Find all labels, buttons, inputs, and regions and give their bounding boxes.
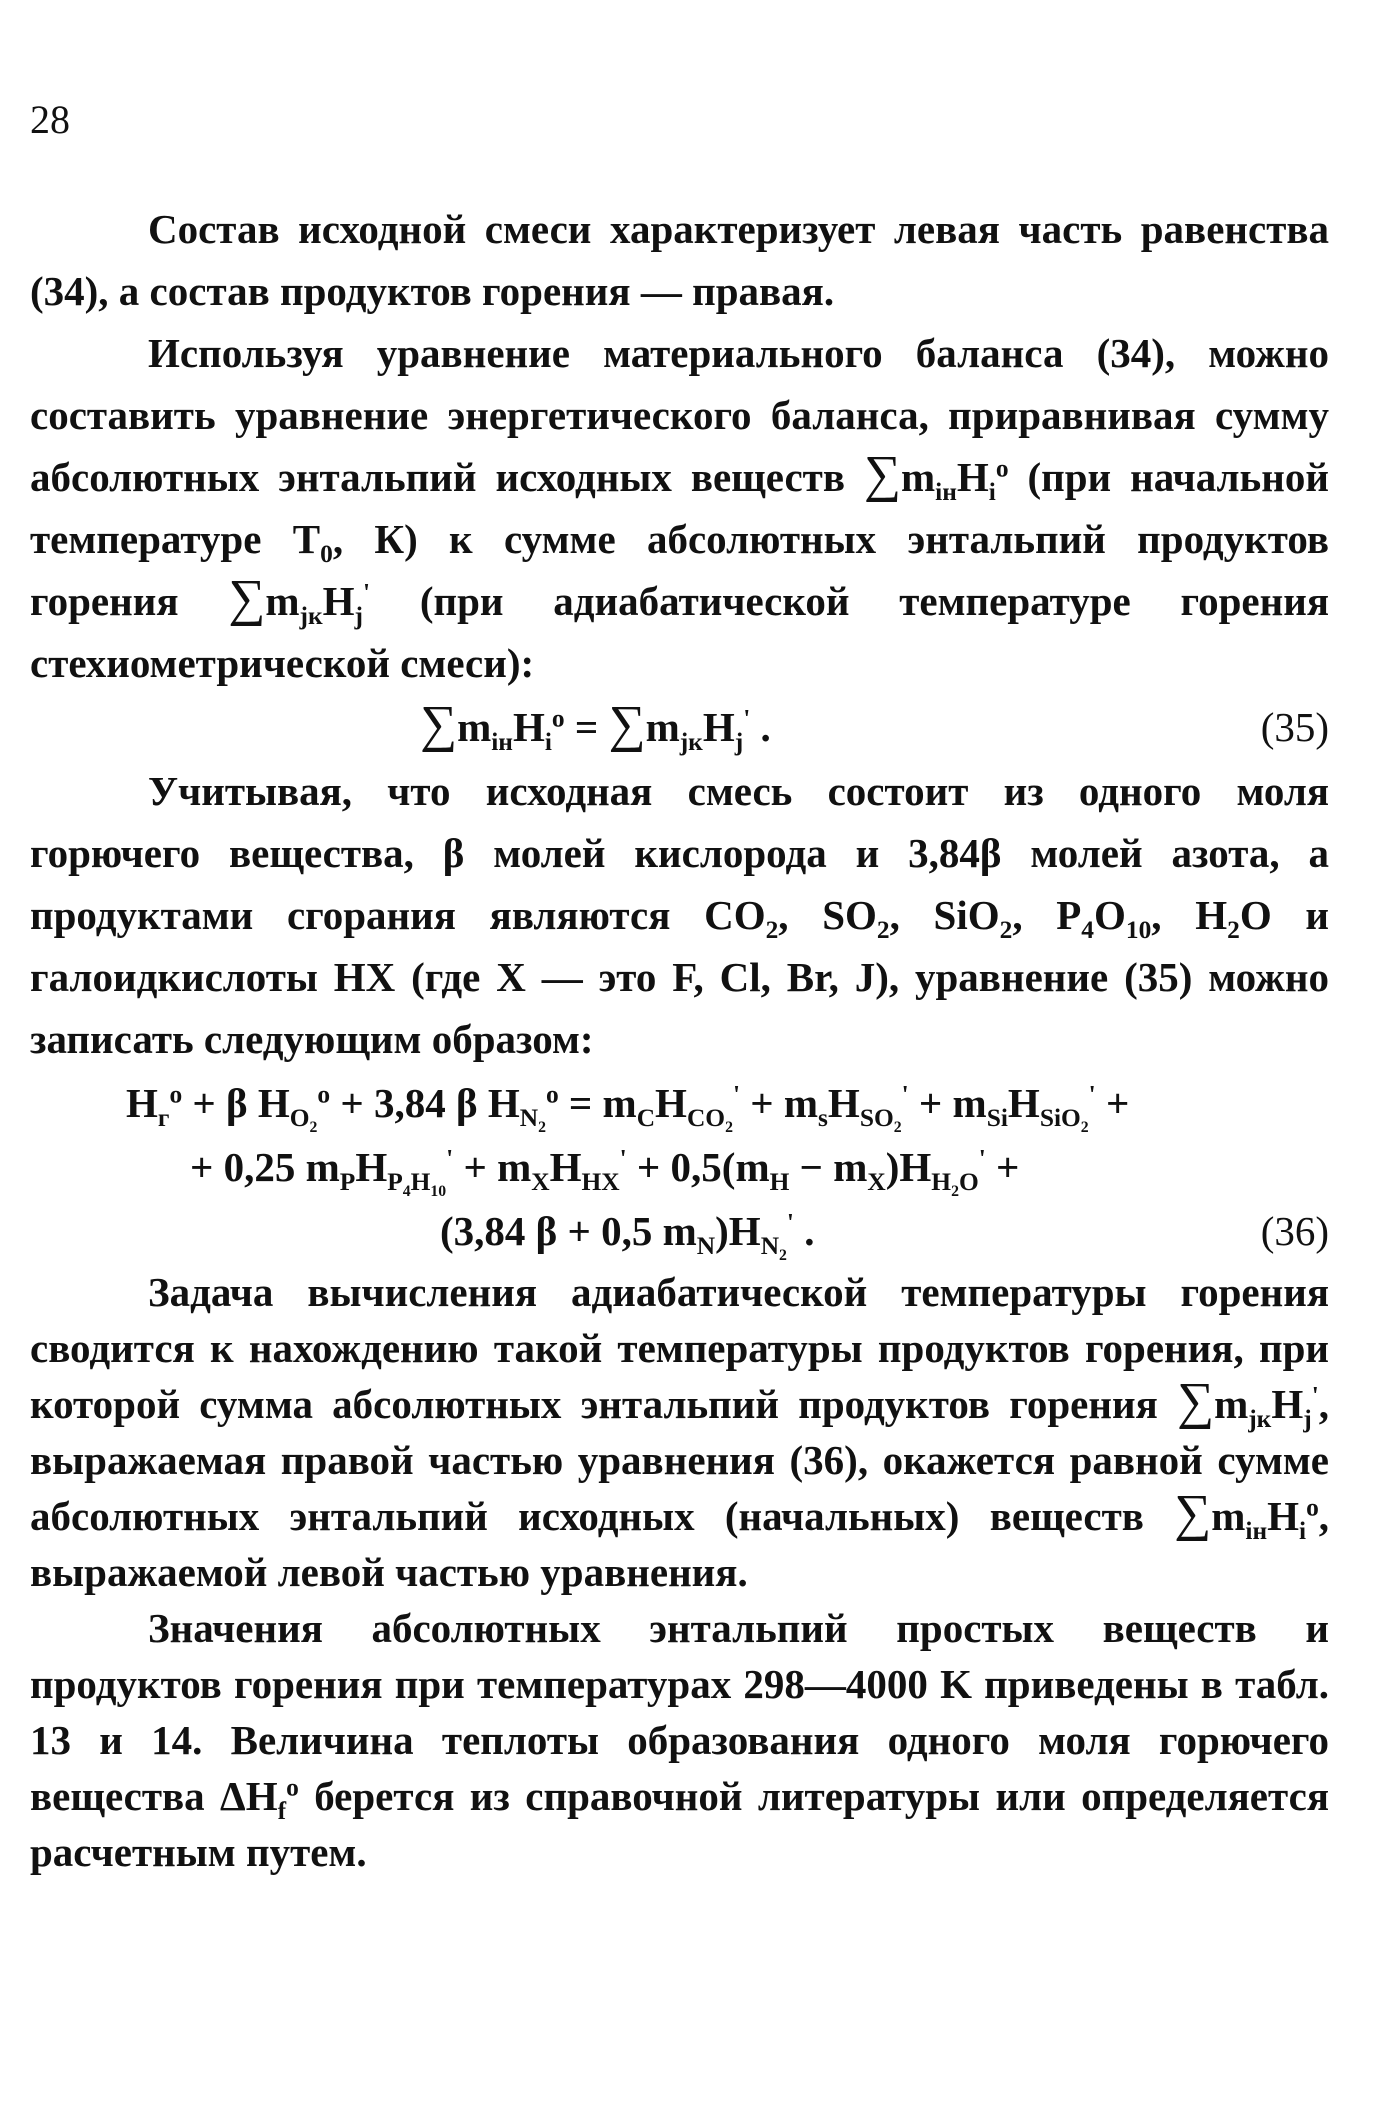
formula-t0: $T_0$ — [292, 516, 333, 569]
equation-36-line-1 — [30, 1072, 1329, 1137]
paragraph-4-text: Задача вычисления адиабатической температуры горения сводится к нахождению такой температуры продуктов горения, при которой сумма абсолютных энтальпий продуктов горения — [30, 1269, 1329, 1427]
equation-35-number: (35) — [1260, 704, 1329, 750]
paragraph-5-text: Значения абсолютных энтальпий простых веществ и продуктов горения при температурах 298—4000 K приведены в табл. 13 и 14. Величина теплоты образования одного моля горючего вещества — [30, 1605, 1329, 1819]
formula-sum-initial-2: $\sum m_{iн}H_i^o$ — [1174, 1485, 1319, 1546]
paragraph-4-text-b: , выражаемая правой частью уравнения (36), окажется равной сумме абсолютных энтальпий исходных (начальных) веществ — [30, 1381, 1330, 1539]
equation-36-line-3 — [30, 1200, 1329, 1265]
equation-36-part-1: $H_г^o + \beta$ $H_{O_2}^o + 3,84$ β $H_{N_2}^o = m_CH_{CO_2}' + m_sH_{SO_2}' + m_{Si}H_{SiO_2}'$ + — [126, 1080, 1130, 1137]
paragraph-3-text: Учитывая, что исходная смесь состоит из одного моля горючего вещества, β молей кислорода и 3,84β молей азота, а продуктами сгорания являются — [30, 768, 1329, 938]
paragraph-5-text-b: берется из справочной литературы или определяется расчетным путем. — [30, 1773, 1330, 1875]
paragraph-2-text-d: (при адиабатической температуре горения стехиометрической смеси): — [30, 578, 1329, 686]
formula-delta-hf: $\Delta H_f^o$ — [220, 1773, 299, 1826]
equation-36-line-2 — [30, 1136, 1329, 1201]
paragraph-2-text-b: (при начальной температуре — [30, 454, 1329, 562]
formula-sum-products-2: $\sum m_{jк}H_j'$ — [1176, 1373, 1319, 1434]
formula-products-list: $CO_2$, $SO_2$, SiO$_2$, $P_4O_{10}$, $H_2O$ — [704, 892, 1272, 945]
paragraph-5 — [30, 1600, 1329, 1880]
paragraph-2 — [30, 322, 1329, 694]
formula-sum-products: $\sum m_{jк}H_j'$ — [228, 570, 371, 631]
equation-35 — [30, 696, 1329, 758]
equation-36-part-2: + 0,25 $m_PH_{P_4H_{10}}' + m_XH_{HX}' + 0,5(m_H - m_X)H_{H_2O}'$ + — [190, 1144, 1020, 1201]
page-number: 28 — [30, 97, 70, 142]
equation-36-number: (36) — [1260, 1208, 1329, 1254]
page-content — [30, 198, 1329, 1880]
equation-35-expression: $\sum m_{iн}H_i^o = \sum m_{jк}H_j'$ . — [420, 696, 771, 757]
equation-36-part-3: (3,84 β + 0,5 $m_N)H_{N_2}'$ . — [440, 1208, 815, 1265]
paragraph-3-text-b: и галоидкислоты HX (где X — это F, Cl, Br, J), уравнение (35) можно записать следующим образом: — [30, 892, 1330, 1062]
formula-sum-initial: $\sum m_{iн}H_i^o$ — [863, 446, 1009, 507]
paragraph-2-text-c: , К) к сумме абсолютных энтальпий продуктов горения — [30, 516, 1330, 624]
paragraph-2-text: Используя уравнение материального баланса (34), можно составить уравнение энергетического баланса, приравнивая сумму абсолютных энтальпий исходных веществ — [30, 330, 1329, 500]
paragraph-4 — [30, 1264, 1329, 1600]
paragraph-3 — [30, 760, 1329, 1070]
paragraph-1: Состав исходной смеси характеризует левая часть равенства (34), а состав продуктов горения — правая. — [30, 206, 1329, 314]
paragraph-4-text-c: , выражаемой левой частью уравнения. — [30, 1493, 1330, 1595]
